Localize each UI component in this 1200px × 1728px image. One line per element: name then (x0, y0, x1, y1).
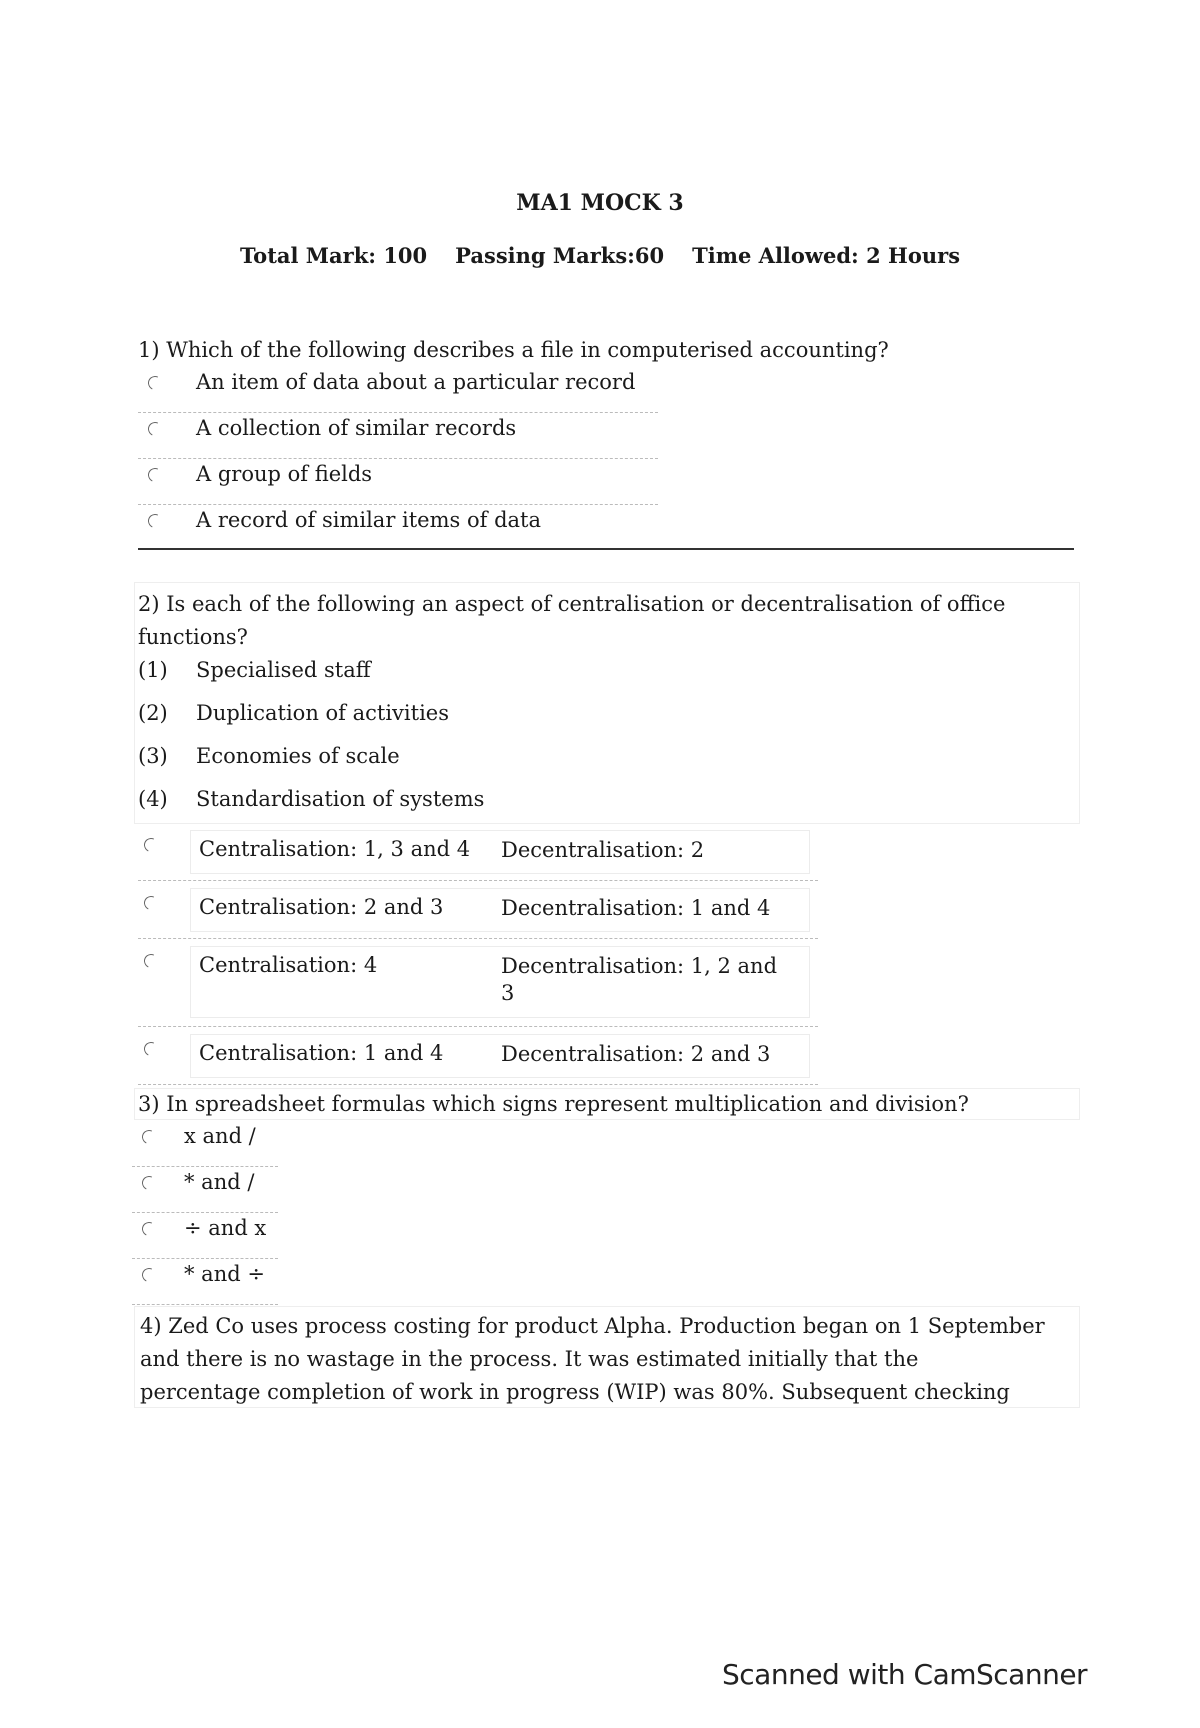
radio-icon[interactable] (140, 1266, 158, 1284)
radio-icon[interactable] (142, 836, 160, 854)
q2-option-1-decentralisation: Decentralisation: 2 (501, 838, 705, 862)
q2-option-2-cells (190, 888, 810, 932)
q3-option-3[interactable] (132, 1214, 278, 1259)
radio-icon[interactable] (140, 1220, 158, 1238)
marks-line (0, 243, 1200, 268)
radio-icon[interactable] (146, 466, 164, 484)
question-2-text (138, 588, 1005, 654)
q2-option-2-centralisation: Centralisation: 2 and 3 (199, 895, 444, 919)
q1-option-1-label: An item of data about a particular record (196, 370, 636, 394)
q3-option-1-label: x and / (184, 1124, 256, 1148)
q1-option-3-label: A group of fields (196, 462, 373, 486)
q2-option-2-decentralisation: Decentralisation: 1 and 4 (501, 896, 771, 920)
question-2-line-2: functions? (138, 625, 248, 649)
q3-option-4[interactable] (132, 1260, 278, 1305)
radio-icon[interactable] (142, 894, 160, 912)
question-4-line-2: and there is no wastage in the process. It was estimated initially that the (140, 1347, 919, 1371)
q1-option-4[interactable] (138, 506, 658, 550)
total-mark: Total Mark: 100 (239, 243, 428, 268)
q3-option-2[interactable] (132, 1168, 278, 1213)
question-3-text: 3) In spreadsheet formulas which signs represent multiplication and division? (138, 1092, 969, 1116)
question-divider (138, 548, 1074, 550)
question-4-text (140, 1310, 1045, 1409)
q1-option-2[interactable] (138, 414, 658, 459)
q2-option-3-cells (190, 946, 810, 1018)
q2-option-3[interactable] (138, 942, 818, 1027)
q2-option-4-decentralisation: Decentralisation: 2 and 3 (501, 1042, 771, 1066)
radio-icon[interactable] (140, 1174, 158, 1192)
question-2-line-1: 2) Is each of the following an aspect of centralisation or decentralisation of office (138, 592, 1006, 616)
time-allowed: Time Allowed: 2 Hours (692, 243, 961, 268)
q3-option-3-label: ÷ and x (184, 1216, 267, 1240)
radio-icon[interactable] (142, 1040, 160, 1058)
q1-option-3[interactable] (138, 460, 658, 505)
q3-option-2-label: * and / (184, 1170, 255, 1194)
q2-option-1-centralisation: Centralisation: 1, 3 and 4 (199, 837, 471, 861)
radio-icon[interactable] (146, 374, 164, 392)
q2-option-1-cells (190, 830, 810, 874)
radio-icon[interactable] (140, 1128, 158, 1146)
scanner-watermark: Scanned with CamScanner (722, 1658, 1088, 1691)
q3-option-1[interactable] (132, 1122, 278, 1167)
question-1-text: 1) Which of the following describes a file in computerised accounting? (138, 338, 889, 362)
q2-option-3-centralisation: Centralisation: 4 (199, 953, 378, 977)
q2-option-4-centralisation: Centralisation: 1 and 4 (199, 1041, 444, 1065)
radio-icon[interactable] (142, 952, 160, 970)
q2-option-4[interactable] (138, 1030, 818, 1085)
q2-option-4-cells (190, 1034, 810, 1078)
q2-option-2[interactable] (138, 884, 818, 939)
q1-option-2-label: A collection of similar records (196, 416, 517, 440)
q2-option-1[interactable] (138, 826, 818, 881)
exam-page: MA1 MOCK 3 Total Mark: 100 Passing Marks:60 Time Allowed: 2 Hours 1) Which of the following describes a file in computerised accounting? An item of data about a particular record A collection of similar records A group of fields A record of similar items of data 2) Is each of the following an aspect of centralisation or decentralisation of office functions? (1) Specialised staff (2) Duplication of activities (3) Economies of scale (4) Standardisation of systems Centralisation: 1, 3 and 4 Decentralisation: 2 Centralisation: 2 and 3 Decentralisation: 1 and 4 Centralisation: 4 Decentralisation: 1, 2 and 3 Centralisation: 1 and 4 Decentralisation: 2 and 3 3) In spreadsheet formulas which signs represent multiplication and division? x and / * and / ÷ and x * and ÷ 4) Zed Co uses process costing for product Alpha. Production began on 1 September and there is no wastage in the process. It was estimated initially that the percentage completion of work in progress (WIP) was 80%. Subsequent checking Scanned with CamScanner (0, 0, 1200, 1728)
radio-icon[interactable] (146, 512, 164, 530)
q1-option-1[interactable] (138, 368, 658, 413)
question-4-line-1: 4) Zed Co uses process costing for product Alpha. Production began on 1 September (140, 1314, 1045, 1338)
radio-icon[interactable] (146, 420, 164, 438)
passing-marks: Passing Marks:60 (455, 243, 665, 268)
question-4-line-3: percentage completion of work in progress (WIP) was 80%. Subsequent checking (140, 1380, 1010, 1404)
q2-option-3-decentralisation: Decentralisation: 1, 2 and 3 (501, 954, 778, 1005)
q1-option-4-label: A record of similar items of data (196, 508, 541, 532)
q3-option-4-label: * and ÷ (184, 1262, 265, 1286)
page-title: MA1 MOCK 3 (516, 190, 684, 216)
